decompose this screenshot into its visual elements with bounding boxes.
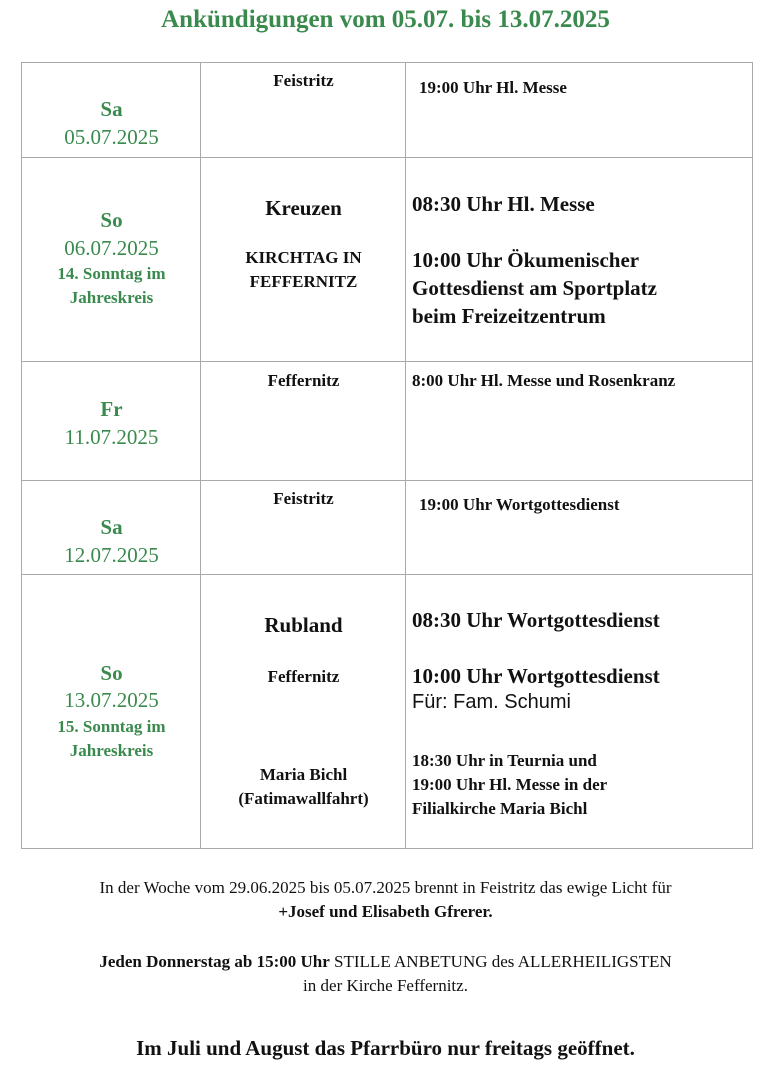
place-label: Feffernitz [267, 371, 340, 390]
event-cell [406, 362, 753, 481]
event-cell [406, 63, 753, 158]
event-cell [406, 158, 753, 362]
note-line: In der Woche vom 29.06.2025 bis 05.07.2025 brennt in Feistritz das ewige Licht für [99, 878, 672, 897]
sunday-label [22, 715, 201, 763]
note-line: in der Kirche Feffernitz. [303, 976, 468, 995]
day-label: Sa [100, 97, 123, 121]
place-label: Feistritz [273, 489, 334, 508]
event-line: beim Freizeitzentrum [412, 304, 606, 328]
sunday-label [22, 262, 201, 310]
schedule-table [21, 62, 753, 849]
table-row [22, 575, 753, 849]
place-note-line: FEFFERNITZ [249, 272, 358, 291]
event-label [412, 749, 747, 821]
place-cell [201, 481, 406, 575]
note-line: +Josef und Elisabeth Gfrerer. [278, 902, 493, 921]
date-label: 11.07.2025 [64, 425, 159, 449]
date-cell [22, 481, 201, 575]
page-title: Ankündigungen vom 05.07. bis 13.07.2025 [161, 6, 610, 33]
place-line: Maria Bichl [259, 765, 348, 784]
place-label: Feffernitz [267, 667, 340, 686]
event-line: 10:00 Uhr Ökumenischer [412, 248, 640, 272]
date-cell [22, 63, 201, 158]
event-label: 08:30 Uhr Wortgottesdienst [412, 608, 660, 632]
day-label: So [100, 661, 123, 685]
table-row [22, 63, 753, 158]
event-cell [406, 481, 753, 575]
event-label: 19:00 Uhr Wortgottesdienst [419, 495, 620, 514]
date-label: 12.07.2025 [64, 543, 159, 567]
event-label: 19:00 Uhr Hl. Messe [419, 78, 567, 97]
place-cell [201, 575, 406, 849]
adoration-note [0, 950, 771, 998]
date-label: 05.07.2025 [64, 125, 159, 149]
day-label: So [100, 208, 123, 232]
date-label: 06.07.2025 [64, 236, 159, 260]
place-cell [201, 63, 406, 158]
event-label: 08:30 Uhr Hl. Messe [412, 192, 595, 216]
eternal-light-note [0, 876, 771, 924]
place-note [201, 246, 406, 294]
event-label [412, 246, 747, 330]
date-cell [22, 158, 201, 362]
event-line: 18:30 Uhr in Teurnia und [412, 751, 597, 770]
date-cell [22, 362, 201, 481]
date-label: 13.07.2025 [64, 688, 159, 712]
table-row [22, 362, 753, 481]
event-note: Für: Fam. Schumi [412, 691, 571, 713]
table-row [22, 481, 753, 575]
day-label: Sa [100, 515, 123, 539]
day-label: Fr [100, 397, 123, 421]
date-cell [22, 575, 201, 849]
sunday-line: Jahreskreis [69, 288, 154, 307]
sunday-line: 14. Sonntag im [57, 264, 166, 283]
event-label: 8:00 Uhr Hl. Messe und Rosenkranz [412, 371, 676, 390]
office-hours-note: Im Juli und August das Pfarrbüro nur freitags geöffnet. [136, 1036, 635, 1060]
place-label: Feistritz [273, 71, 334, 90]
place-label: Rubland [264, 613, 343, 637]
place-label: Kreuzen [265, 196, 342, 220]
event-line: Gottesdienst am Sportplatz [412, 276, 657, 300]
place-cell [201, 362, 406, 481]
sunday-line: Jahreskreis [69, 741, 154, 760]
event-line: 19:00 Uhr Hl. Messe in der [412, 775, 608, 794]
place-note-line: KIRCHTAG IN [245, 248, 362, 267]
event-cell [406, 575, 753, 849]
note-text: STILLE ANBETUNG des ALLERHEILIGSTEN [329, 952, 672, 971]
event-label: 10:00 Uhr Wortgottesdienst [412, 664, 660, 688]
place-label [201, 763, 406, 811]
event-line: Filialkirche Maria Bichl [412, 799, 588, 818]
place-line: (Fatimawallfahrt) [238, 789, 369, 808]
note-bold: Jeden Donnerstag ab 15:00 Uhr [99, 952, 330, 971]
place-cell [201, 158, 406, 362]
note-line [0, 950, 771, 974]
table-row [22, 158, 753, 362]
sunday-line: 15. Sonntag im [57, 717, 166, 736]
